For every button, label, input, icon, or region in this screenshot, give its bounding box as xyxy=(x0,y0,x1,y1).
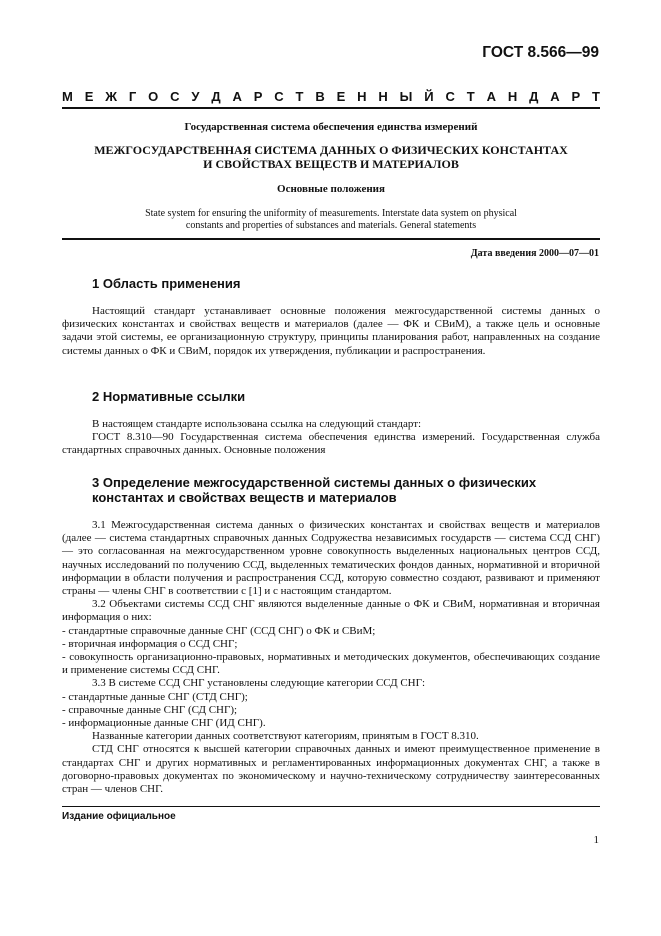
list-item: - вторичная информация о ССД СНГ; xyxy=(62,637,238,650)
footer-rule xyxy=(62,806,600,807)
paragraph: 3.2 Объектами системы ССД СНГ являются выделенные данные о ФК и СВиМ, нормативная и вторичная информация о них: xyxy=(62,598,600,624)
section-1-heading: 1 Область применения xyxy=(92,276,241,291)
english-title-line1: State system for ensuring the uniformity of measurements. Interstate data system on physical xyxy=(145,208,517,219)
document-title-line1: МЕЖГОСУДАРСТВЕННАЯ СИСТЕМА ДАННЫХ О ФИЗИЧЕСКИХ КОНСТАНТАХ xyxy=(94,143,568,157)
section-2-heading: 2 Нормативные ссылки xyxy=(92,389,246,404)
paragraph: СТД СНГ относятся к высшей категории справочных данных и имеют преимущественное применение в стандартах СНГ и других нормативных и регламентированных информационных документах СНГ, а также в договорно-правовых документах по экономическому и научно-техническому сотрудничеству заинтересованных стран — членов СНГ. xyxy=(62,743,600,796)
standard-code: ГОСТ 8.566—99 xyxy=(482,44,599,61)
section-3-body xyxy=(62,519,600,796)
page-number: 1 xyxy=(593,834,599,846)
section-2-body xyxy=(62,418,600,458)
document-title xyxy=(62,143,600,171)
paragraph: Настоящий стандарт устанавливает основные положения межгосударственной системы данных о физических константах и свойствах веществ и материалов (далее — ФК и СВиМ), а также цель и основные задачи этой системы, ее организационную структуру, принципы планирования работ, направленных на создание системы данных о ФК и СВиМ, порядок их утверждения, публикации и распространения. xyxy=(62,305,600,357)
title-rule xyxy=(62,238,600,240)
list-item: - справочные данные СНГ (СД СНГ); xyxy=(62,703,238,716)
introduction-date: Дата введения 2000—07—01 xyxy=(470,248,599,259)
section-3-heading: 3 Определение межгосударственной системы данных о физических константах и свойствах веществ и материалов xyxy=(92,475,537,505)
edition-label: Издание официальное xyxy=(62,811,176,822)
list-item: - стандартные данные СНГ (СТД СНГ); xyxy=(62,690,248,703)
document-subtitle: Основные положения xyxy=(277,183,385,195)
paragraph: 3.1 Межгосударственная система данных о физических константах и свойствах веществ и материалов (далее — система стандартных справочных данных Содружества независимых государств — система ССД СНГ) — это согласованная на межгосударственном уровне совокупность выделенных национальных центров ССД, научных исследований по получению ССД, выделенных тематических фондов данных, нормативной и вторичной информации в области получения и распространения ССД, которую совместно создают, развивают и применяют страны — члены СНГ в соответствии с [1] и с настоящим стандартом. xyxy=(62,519,600,598)
paragraph: ГОСТ 8.310—90 Государственная система обеспечения единства измерений. Государственная служба стандартных справочных данных. Основные положения xyxy=(62,431,600,457)
standard-type-banner: М Е Ж Г О С У Д А Р С Т В Е Н Н Ы Й С Т А Н Д А Р Т xyxy=(62,89,600,104)
english-title xyxy=(62,208,600,232)
header-rule xyxy=(62,107,600,109)
list-item: - стандартные справочные данные СНГ (ССД СНГ) о ФК и СВиМ; xyxy=(62,624,376,637)
document-title-line2: И СВОЙСТВАХ ВЕЩЕСТВ И МАТЕРИАЛОВ xyxy=(203,157,459,171)
paragraph: 3.3 В системе ССД СНГ установлены следующие категории ССД СНГ: xyxy=(92,677,426,690)
system-title: Государственная система обеспечения единства измерений xyxy=(184,121,478,133)
list-item: - информационные данные СНГ (ИД СНГ). xyxy=(62,717,266,730)
paragraph: В настоящем стандарте использована ссылка на следующий стандарт: xyxy=(92,418,422,430)
list-item: - совокупность организационно-правовых, нормативных и методических документов, обеспечивающих создание и применение системы ССД СНГ. xyxy=(62,651,600,677)
english-title-line2: constants and properties of substances and materials. General statements xyxy=(185,220,477,231)
paragraph: Названные категории данных соответствуют категориям, принятым в ГОСТ 8.310. xyxy=(92,730,479,743)
section-1-body xyxy=(62,305,600,358)
